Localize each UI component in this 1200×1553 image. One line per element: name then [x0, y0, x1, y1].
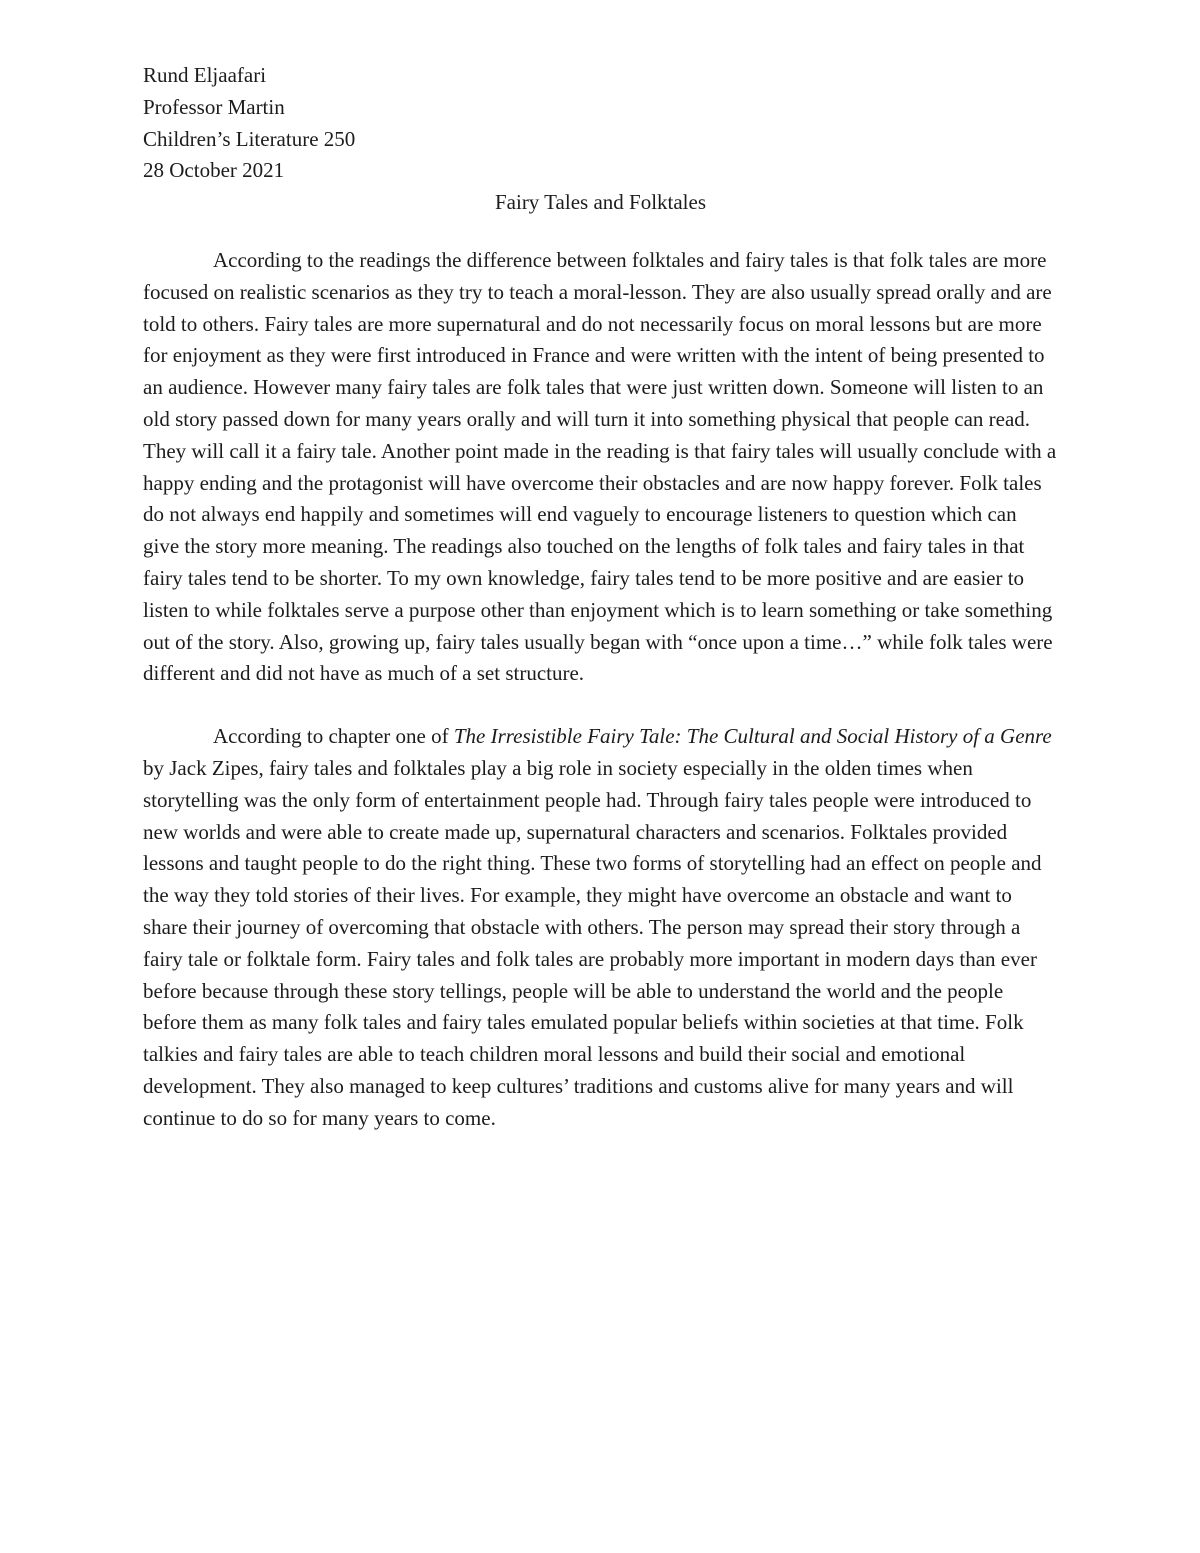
- essay-paragraph: [143, 245, 1058, 690]
- header-line: 28 October 2021: [143, 158, 285, 183]
- text-run: According to the readings the difference between folktales and fairy tales is that folk tales are more focused on realistic scenarios as they try to teach a moral-lesson. They are also usually spread orally and are told to others. Fairy tales are more supernatural and do not necessarily focus on moral lessons but are more for enjoyment as they were first introduced in France and were written with the intent of being presented to an audience. However many fairy tales are folk tales that were just written down. Someone will listen to an old story passed down for many years orally and will turn it into something physical that people can read. They will call it a fairy tale. Another point made in the reading is that fairy tales will usually conclude with a happy ending and the protagonist will have overcome their obstacles and are now happy forever. Folk tales do not always end happily and sometimes will end vaguely to encourage listeners to question which can give the story more meaning. The readings also touched on the lengths of folk tales and fairy tales in that fairy tales tend to be shorter. To my own knowledge, fairy tales tend to be more positive and are easier to listen to while folktales serve a purpose other than enjoyment which is to learn something or take something out of the story. Also, growing up, fairy tales usually began with “once upon a time…” while folk tales were different and did not have as much of a set structure.: [143, 247, 1057, 686]
- essay-title: Fairy Tales and Folktales: [494, 190, 707, 215]
- mla-header: [143, 60, 1058, 187]
- header-line: Professor Martin: [143, 94, 285, 119]
- italic-text-run: The Irresistible Fairy Tale: The Cultural and Social History of a Genre: [453, 724, 1052, 749]
- essay-body: [143, 245, 1058, 1135]
- text-run: According to chapter one of: [213, 724, 454, 749]
- header-line: Rund Eljaafari: [143, 63, 267, 87]
- header-line: Children’s Literature 250: [143, 126, 356, 151]
- text-run: by Jack Zipes, fairy tales and folktales play a big role in society especially in the olden times when storytelling was the only form of entertainment people had. Through fairy tales people were introduced to new worlds and were able to create made up, supernatural characters and scenarios. Folktales provided lessons and taught people to do the right thing. These two forms of storytelling had an effect on people and the way they told stories of their lives. For example, they might have overcome an obstacle and want to share their journey of overcoming that obstacle with others. The person may spread their story through a fairy tale or folktale form. Fairy tales and folk tales are probably more important in modern days than ever before because through these story tellings, people will be able to understand the world and the people before them as many folk tales and fairy tales emulated popular beliefs within societies at that time. Folk talkies and fairy tales are able to teach children moral lessons and build their social and emotional development. They also managed to keep cultures’ traditions and customs alive for many years and will continue to do so for many years to come.: [143, 755, 1042, 1130]
- essay-paragraph: [143, 721, 1058, 1134]
